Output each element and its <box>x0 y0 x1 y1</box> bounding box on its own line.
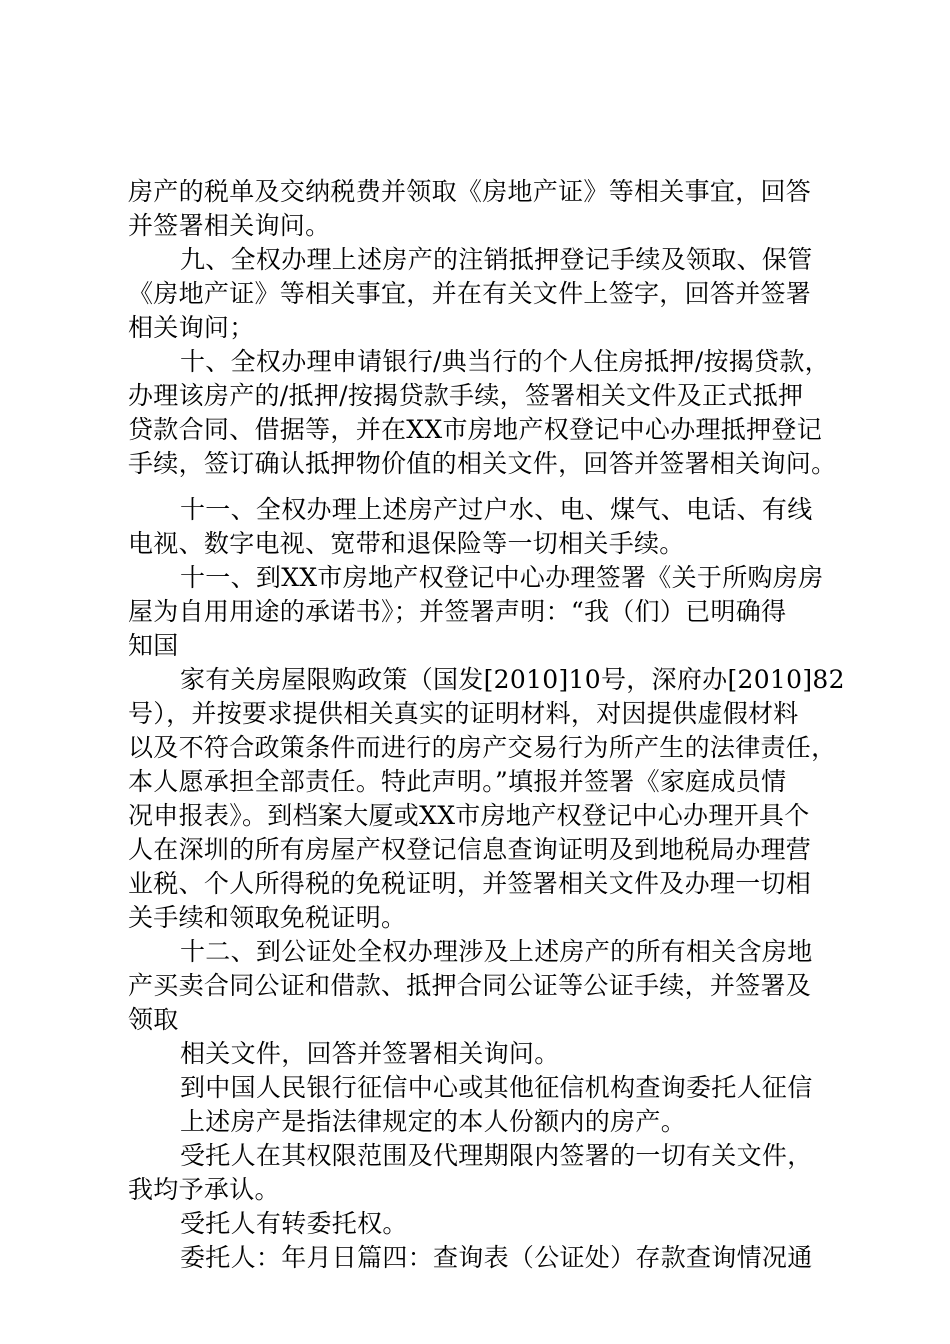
text-line: 相关询问； <box>128 313 255 342</box>
text-line: 十二、到公证处全权办理涉及上述房产的所有相关含房地 <box>180 937 813 966</box>
text-line: 产买卖合同公证和借款、抵押合同公证等公证手续，并签署及 <box>128 971 812 1000</box>
text-line: 屋为自用用途的承诺书》；并签署声明：“我（们）已明确得 <box>128 597 787 626</box>
text-line: 手续，签订确认抵押物价值的相关文件，回答并签署相关询问。 <box>128 449 837 478</box>
text-line: 号），并按要求提供相关真实的证明材料，对因提供虚假材料 <box>128 699 799 728</box>
text-line: 电视、数字电视、宽带和退保险等一切相关手续。 <box>128 529 685 558</box>
text-line: 受托人有转委托权。 <box>180 1209 408 1238</box>
text-line: 我均予承认。 <box>128 1175 280 1204</box>
text-line: 房产的税单及交纳税费并领取《房地产证》等相关事宜，回答 <box>128 177 812 206</box>
text-line: 委托人：年月日篇四：查询表（公证处）存款查询情况通 <box>180 1243 813 1272</box>
text-line: 本人愿承担全部责任。特此声明。”填报并签署《家庭成员情 <box>128 767 787 796</box>
text-line: 十、全权办理申请银行/典当行的个人住房抵押/按揭贷款， <box>180 347 830 376</box>
text-line: 九、全权办理上述房产的注销抵押登记手续及领取、保管 <box>180 245 813 274</box>
text-line: 受托人在其权限范围及代理期限内签署的一切有关文件， <box>180 1141 813 1170</box>
text-line: 贷款合同、借据等，并在XX市房地产权登记中心办理抵押登记 <box>128 415 822 444</box>
text-line: 《房地产证》等相关事宜，并在有关文件上签字，回答并签署 <box>128 279 812 308</box>
text-line: 十一、全权办理上述房产过户水、电、煤气、电话、有线 <box>180 495 813 524</box>
text-line: 领取 <box>128 1005 179 1034</box>
text-line: 并签署相关询问。 <box>128 211 331 240</box>
text-line: 知国 <box>128 631 179 660</box>
text-line: 人在深圳的所有房屋产权登记信息查询证明及到地税局办理营 <box>128 835 812 864</box>
text-line: 到中国人民银行征信中心或其他征信机构查询委托人征信 <box>180 1073 813 1102</box>
text-line: 况申报表》。到档案大厦或XX市房地产权登记中心办理开具个 <box>128 801 810 830</box>
text-line: 业税、个人所得税的免税证明，并签署相关文件及办理一切相 <box>128 869 812 898</box>
text-line: 办理该房产的/抵押/按揭贷款手续，签署相关文件及正式抵押 <box>128 381 804 410</box>
text-line: 关手续和领取免税证明。 <box>128 903 407 932</box>
text-line: 相关文件，回答并签署相关询问。 <box>180 1039 560 1068</box>
text-line: 家有关房屋限购政策（国发[2010]10号，深府办[2010]82 <box>180 665 845 694</box>
text-line: 上述房产是指法律规定的本人份额内的房产。 <box>180 1107 687 1136</box>
text-line: 十一、到XX市房地产权登记中心办理签署《关于所购房房 <box>180 563 824 592</box>
text-line: 以及不符合政策条件而进行的房产交易行为所产生的法律责任， <box>128 733 837 762</box>
